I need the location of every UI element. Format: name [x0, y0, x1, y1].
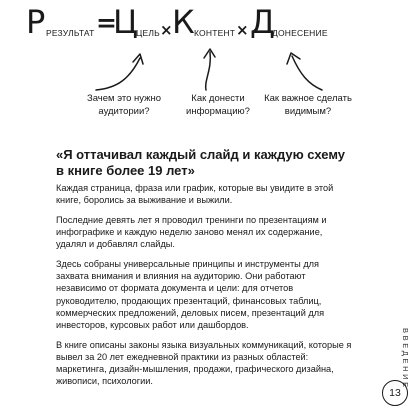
- formula-delivery-letter: Д: [250, 3, 274, 41]
- paragraph: В книге описаны законы языка визуальных коммуникаций, которые я вывел за 20 лет ежедневной практики из разных областей: маркетинга, дизайн-мышления, продажи, графического дизайна, живописи, психологии.: [56, 339, 352, 387]
- arrow-content: [204, 49, 215, 90]
- page-number-badge: [382, 380, 408, 406]
- question-visibility: Как важное сделать видимым?: [264, 93, 352, 117]
- question-information: Как донести информацию?: [186, 93, 250, 117]
- arrow-delivery: [287, 53, 322, 90]
- hand-drawn-arrows: [0, 44, 420, 94]
- formula: [26, 4, 396, 48]
- formula-multiply-sign-2: ×: [236, 21, 249, 39]
- arrow-goal: [96, 54, 143, 90]
- section-heading: «Я оттачивал каждый слайд и каждую схему в книге более 19 лет»: [56, 147, 345, 178]
- formula-content-label: КОНТЕНТ: [194, 28, 236, 38]
- page-number: 13: [389, 387, 401, 399]
- paragraph: Каждая страница, фраза или график, которые вы увидите в этой книге, боролись за выживание и выжили.: [56, 183, 334, 206]
- formula-goal-letter: Ц: [113, 3, 137, 41]
- formula-result-letter: Р: [26, 3, 45, 41]
- paragraph: Последние девять лет я проводил тренинги по презентациям и инфографике и каждую неделю заново менял их содержание, удалял и добавлял слайды.: [56, 214, 327, 250]
- question-audience: Зачем это нужно аудитории?: [86, 93, 161, 117]
- paragraph: Здесь собраны универсальные принципы и инструменты для захвата внимания и влияния на аудиторию. Они работают независимо от формата документа и цели: для отчетов руководителю, продающих презентаций, финансовых таблиц, коммерческих предложений, деловых писем, презентаций для инвесторов, курсовых работ или дашбордов.: [56, 259, 325, 331]
- chapter-side-label: ВВЕДЕНИЕ: [401, 328, 410, 390]
- formula-delivery-label: ДОНЕСЕНИЕ: [272, 28, 328, 38]
- body-text: [56, 182, 352, 395]
- formula-content-letter: К: [172, 3, 194, 41]
- formula-goal-label: ЦЕЛЬ: [136, 28, 160, 38]
- formula-multiply-sign-1: ×: [160, 21, 173, 39]
- formula-result-label: РЕЗУЛЬТАТ: [46, 28, 95, 38]
- formula-equals-sign: =: [96, 8, 117, 37]
